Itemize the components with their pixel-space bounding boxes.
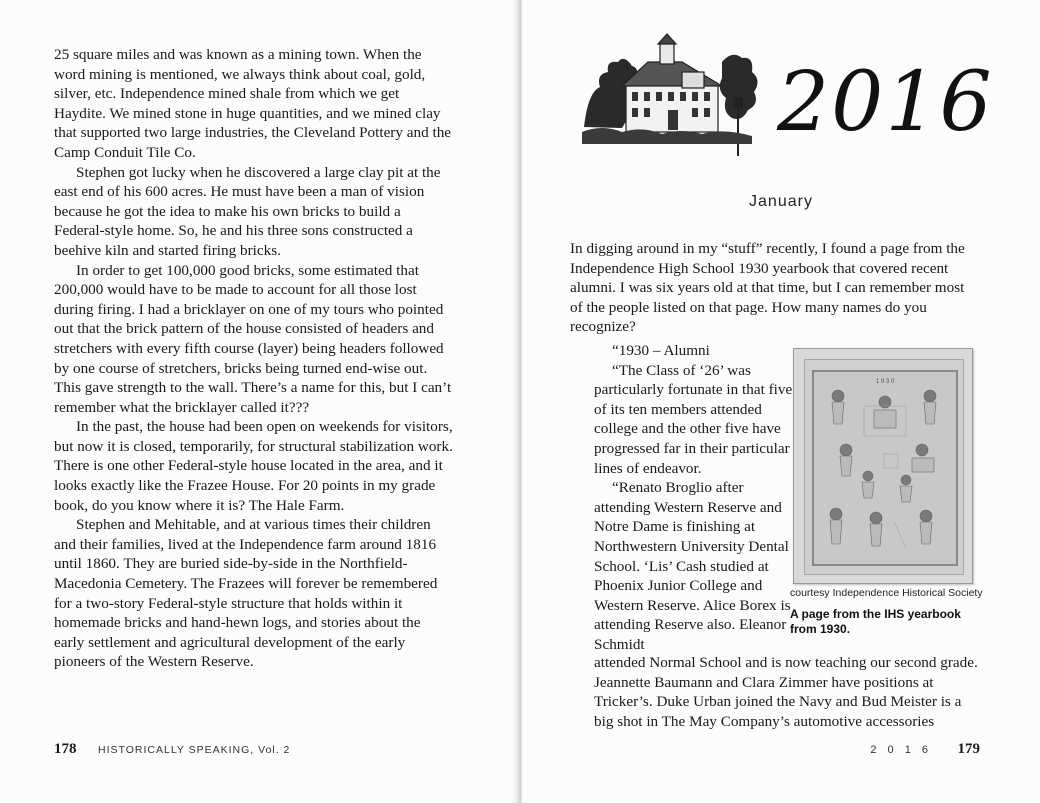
photo-credit: courtesy Independence Historical Society [790, 587, 983, 599]
paragraph: “Renato Broglio after attending Western Reserve and Notre Dame is finishing at Northwestern University Dental School. ‘Lis’ Cash studied at Phoenix Junior College and Western Reserve. Alice Borex is attending Reserve also. Eleanor Schmidt [594, 479, 791, 653]
paragraph: In order to get 100,000 good bricks, some estimated that 200,000 would have to be made to account for all those lost during firing. I had a bricklayer on one of my tours who pointed out that the brick pattern of the house consisted of headers and stretchers with every fifth course (layer) being headers followed by one course of stretchers, bricks being turned end-wise out. This gave strength to the wall. There’s a name for this, but I can’t remember what the bricklayer called it??? [54, 261, 452, 416]
left-page-body [54, 45, 454, 672]
column-text [594, 341, 799, 655]
yearbook-page-image [812, 370, 958, 566]
paragraph: Stephen and Mehitable, and at various times their children and their families, lived at the Independence farm around 1816 until 1860. They are buried side-by-side in the Northfield-Macedonia Cemetery. The Frazees will forever be remembered for a two-story Federal-style structure that holds within it homemade bricks and hand-hewn logs, and stories about the early settlement and agricultural development of the early pioneers of the Western Reserve. [54, 516, 438, 671]
schoolhouse-illustration [582, 32, 762, 162]
running-head: HISTORICALLY SPEAKING, Vol. 2 [98, 744, 291, 756]
paragraph: In digging around in my “stuff” recently, I found a page from the Independence High School 1930 yearbook that covered recent alumni. I was six years old at that time, but I can remember most of the people listed on that page. How many names do you recognize? [570, 240, 965, 336]
paragraph: “1930 – Alumni [612, 342, 710, 359]
photo-caption: A page from the IHS yearbook from 1930. [790, 607, 961, 636]
paragraph: Stephen got lucky when he discovered a large clay pit at the east end of his 600 acres. He must have been a man of vision because he got the idea to make his own bricks to build a Federal-style home. So, he and his three sons constructed a beehive kiln and started firing bricks. [54, 163, 441, 259]
paragraph: In the past, the house had been open on weekends for visitors, but now it is closed, temporarily, for structural stabilization work. There is one other Federal-style house located in the area, and it looks exactly like the Frazee House. For 20 points in my grade book, do you know where it is? The Hale Farm. [54, 418, 453, 514]
right-page [522, 0, 1040, 803]
paragraph: attended Normal School and is now teaching our second grade. Jeannette Baumann and Clara Zimmer have positions at Tricker’s. Duke Urban joined the Navy and Bud Meister is a big shot in The May Company’s automotive accessories [594, 654, 978, 730]
page-number: 178 [54, 741, 77, 757]
intro-paragraph [570, 239, 980, 337]
month-heading: January [749, 193, 813, 210]
photo-year-label: 1 9 3 0 [875, 379, 895, 385]
year-title: 2016 [777, 55, 994, 150]
paragraph: “The Class of ‘26’ was particularly fortunate in that five of its ten members attended college and the other five have progressed far in their particular lines of endeavor. [594, 361, 793, 477]
yearbook-photo [793, 348, 973, 584]
left-footer [54, 741, 474, 758]
running-head: 2 0 1 6 [870, 744, 932, 756]
page-number: 179 [957, 741, 980, 757]
photo-mat [804, 359, 964, 575]
paragraph: 25 square miles and was known as a mining town. When the word mining is mentioned, we always think about coal, gold, silver, etc. Independence mined shale from which we get Haydite. We mined stone in huge quantities, and we mined clay that supported two large industries, the Cleveland Pottery and the Camp Conduit Tile Co. [54, 46, 452, 161]
right-footer [870, 741, 980, 758]
continued-text [594, 653, 984, 731]
left-page [0, 0, 518, 803]
